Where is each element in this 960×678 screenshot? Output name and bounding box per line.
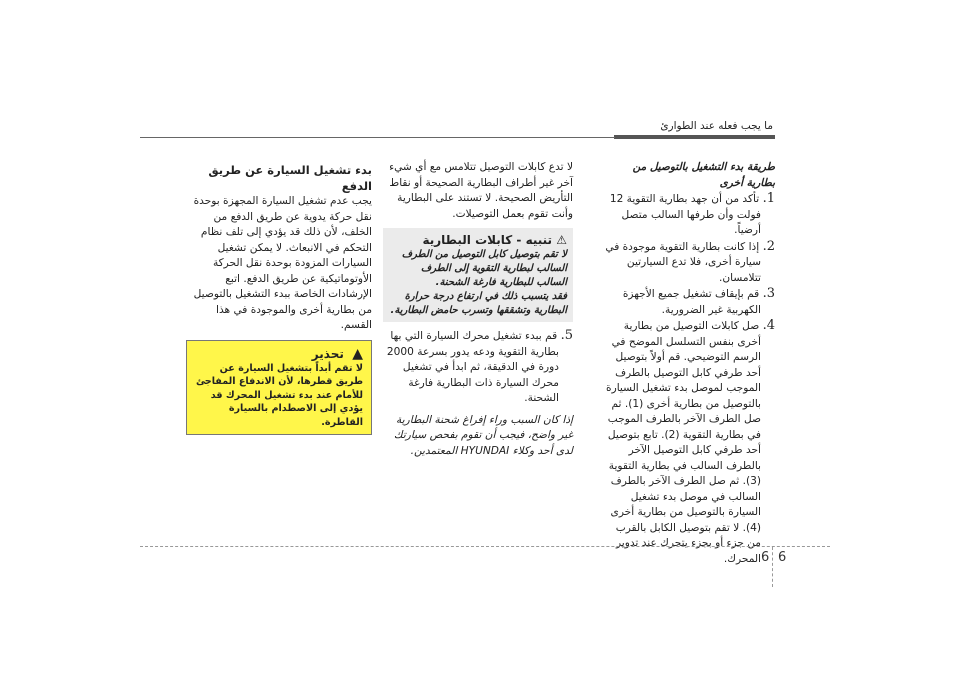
header-bar [614, 135, 775, 139]
warning-box [186, 340, 372, 436]
header-rule [140, 137, 615, 138]
step-5-list [383, 328, 573, 407]
step-4 [603, 318, 775, 567]
step-number: 5. [560, 328, 573, 343]
step-text: تأكد من أن جهد بطارية التقوية 12 فولت وأن طرفها السالب متصل أرضياً. [609, 193, 761, 236]
page-number-left: 6 [761, 550, 770, 565]
step-number: 4. [762, 318, 775, 333]
caution-title-text: تنبيه - كابلات البطارية [422, 233, 553, 247]
step-number: 3. [762, 286, 775, 301]
caution-title [389, 232, 567, 248]
jump-start-heading: طريقة بدء التشغيل بالتوصيل من بطارية أخرى [632, 161, 775, 189]
push-start-text: يجب عدم تشغيل السيارة المجهزة بوحدة نقل حركة يدوية عن طريق الدفع من الخلف، لأن ذلك قد يؤدي إلى تلف نظام التحكم في الانبعاث. لا يمكن تشغيل السيارات المزودة بوحدة نقل الحركة الأوتوماتيكية عن طريق الدفع. اتبع الإرشادات الخاصة ببدء التشغيل بالتوصيل من بطارية أخرى والموجودة في هذا القسم. [193, 195, 372, 331]
step-2 [603, 239, 775, 287]
caution-text-1: لا تقم بتوصيل كابل التوصيل من الطرف السالب لبطارية التقوية إلى الطرف السالب للبطارية فارغة الشحنة. [401, 249, 567, 288]
step-text: قم ببدء تشغيل محرك السيارة التي بها بطارية التقوية ودعه يدور بسرعة 2000 دورة في الدقيقة، ثم ابدأ في تشغيل محرك السيارة ذات البطارية فارغة الشحنة. [386, 330, 559, 404]
warning-triangle-icon: ▲ [352, 345, 363, 362]
middle-column-intro: لا تدع كابلات التوصيل تتلامس مع أي شيء آخر غير أطراف البطارية الصحيحة أو نقاط التأريض الصحيحة. لا تستند على البطارية وأنت تقوم بعمل التوصيلات. [389, 161, 573, 220]
caution-box [383, 228, 573, 322]
step-3 [603, 286, 775, 318]
warning-title-text: تحذير [311, 346, 344, 361]
caution-triangle-icon: ⚠ [556, 233, 567, 247]
section-header: ما يجب فعله عند الطوارئ [660, 120, 773, 132]
push-start-heading: بدء تشغيل السيارة عن طريق الدفع [208, 163, 372, 193]
dealer-note: إذا كان السبب وراء إفراغ شحنة البطارية غير واضح، فيجب أن تقوم بفحص سيارتك لدى أحد وكلاء HYUNDAI المعتمدين. [393, 413, 573, 457]
step-text: صل كابلات التوصيل من بطارية أخرى بنفس التسلسل الموضح في الرسم التوضيحي. قم أولاً بتوصيل أحد طرفي كابل التوصيل بالطرف الموجب لموصل بدء تشغيل السيارة بالتوصيل من بطارية أخرى (1). ثم صل الطرف الآخر بالطرف الموجب في بطارية التقوية (2). تابع بتوصيل أحد طرفي كابل التوصيل الآخر بالطرف السالب في بطارية التقوية (3). ثم صل الطرف الآخر بالطرف السالب في موصل بدء تشغيل السيارة بالتوصيل من بطارية أخرى (4). لا تقم بتوصيل الكابل بالقرب من جزء أو بجزء يتحرك عند تدوير المحرك. [606, 320, 761, 565]
caution-text-2: فقد يتسبب ذلك في ارتفاع درجة حرارة البطارية وتشققها وتسرب حامض البطارية. [390, 291, 567, 316]
step-5 [383, 328, 573, 407]
step-text: إذا كانت بطارية التقوية موجودة في سيارة أخرى، فلا تدع السيارتين تتلامسان. [605, 240, 761, 284]
left-column [186, 163, 372, 435]
steps-list [603, 191, 775, 567]
step-number: 1. [762, 191, 775, 206]
page-number-divider [772, 547, 773, 587]
middle-column [383, 160, 573, 459]
step-number: 2. [762, 238, 775, 254]
warning-title [195, 346, 363, 362]
step-text: قم بإيقاف تشغيل جميع الأجهزة الكهربية غير الضرورية. [622, 288, 761, 316]
page-number-right: 6 [778, 550, 787, 565]
right-column [603, 160, 775, 567]
footer-divider [140, 546, 830, 547]
warning-text: لا تقم أبداً بتشغيل السيارة عن طريق قطرها، لأن الاندفاع المفاجئ للأمام عند بدء تشغيل المحرك قد يؤدي إلى الاصطدام بالسيارة القاطرة. [196, 362, 363, 428]
step-1 [603, 191, 775, 239]
